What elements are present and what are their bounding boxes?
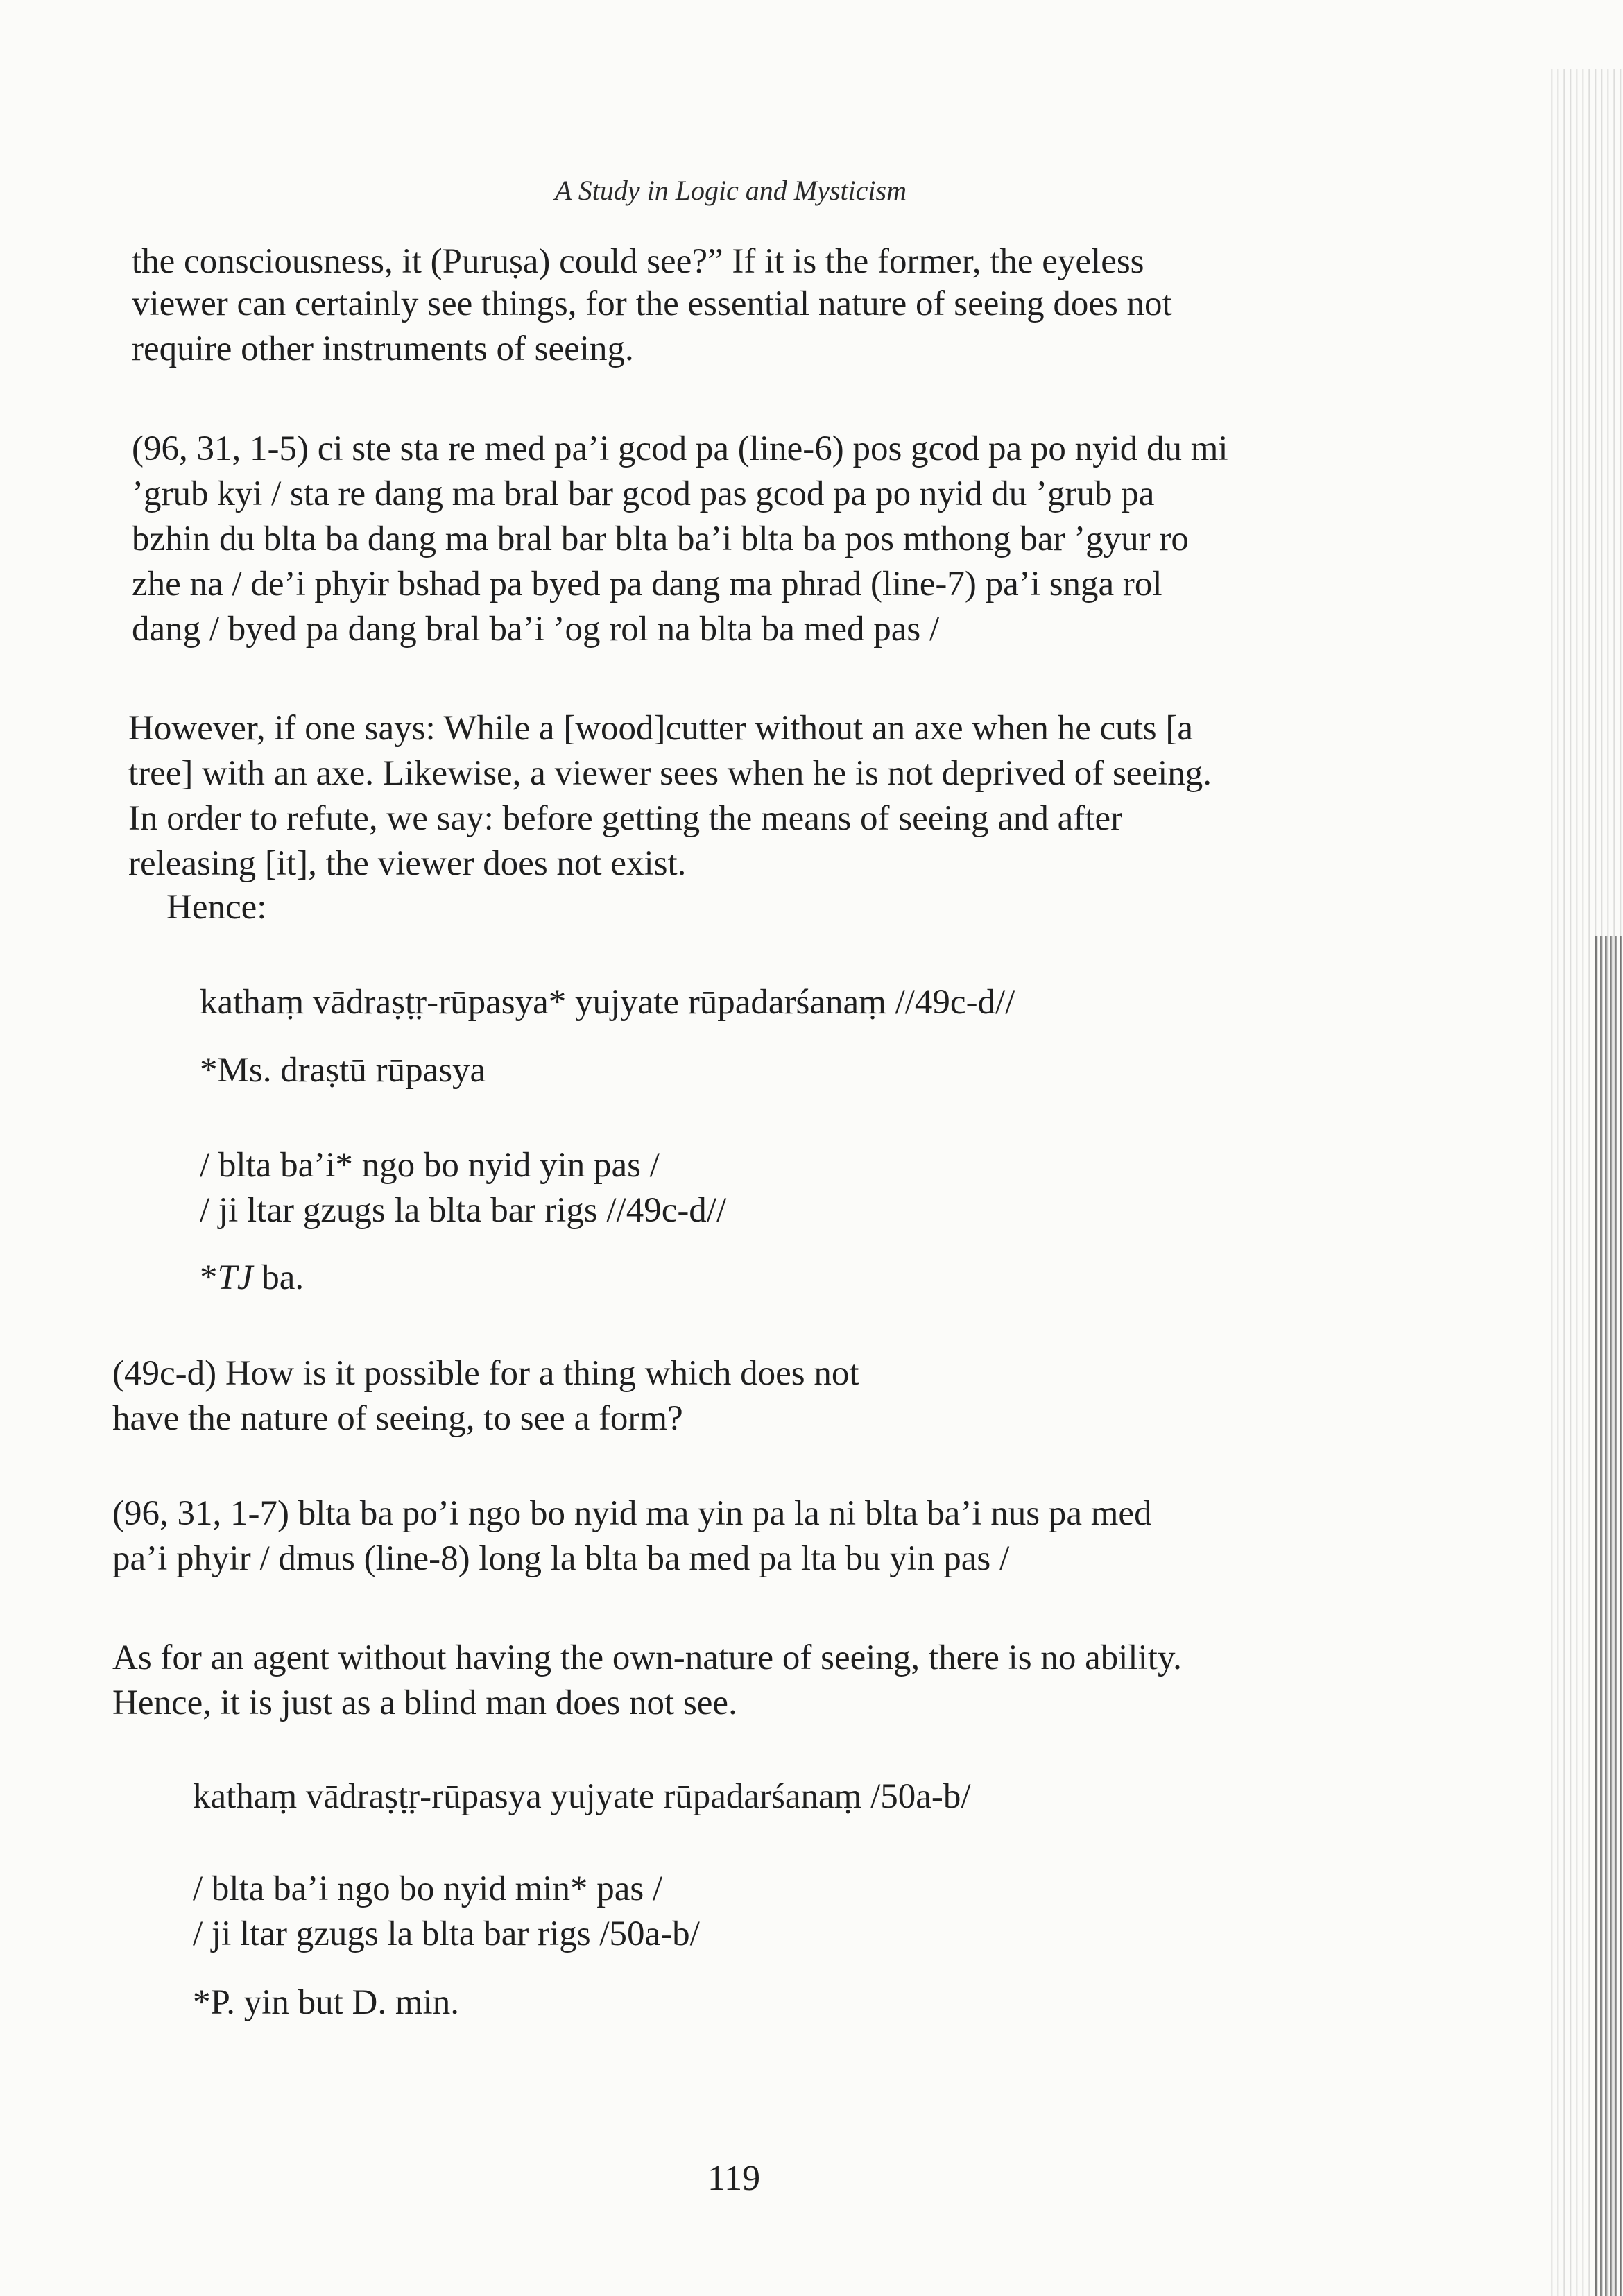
tibetan-line: dang / byed pa dang bral ba’i ’og rol na blta ba med pas / (132, 610, 940, 649)
text-line: Hence: (166, 888, 267, 927)
text-line: tree] with an axe. Likewise, a viewer sees when he is not deprived of seeing. (128, 754, 1212, 793)
footnote-text: ba. (252, 1258, 304, 1297)
footnote: *P. yin but D. min. (193, 1983, 459, 2022)
tibetan-line: (96, 31, 1-5) ci ste sta re med pa’i gcod pa (line-6) pos gcod pa po nyid du mi (132, 429, 1228, 468)
tibetan-verse-line: / blta ba’i ngo bo nyid min* pas / (193, 1869, 663, 1908)
text-line: However, if one says: While a [wood]cutter without an axe when he cuts [a (128, 709, 1194, 748)
footnote (200, 1260, 304, 1296)
text-line: have the nature of seeing, to see a form? (112, 1399, 683, 1438)
footnote: *Ms. draṣtū rūpasya (200, 1051, 486, 1090)
running-header: A Study in Logic and Mysticism (555, 175, 907, 206)
text-line: (49c-d) How is it possible for a thing which does not (112, 1354, 859, 1393)
tibetan-line: zhe na / de’i phyir bshad pa byed pa dang ma phrad (line-7) pa’i snga rol (132, 565, 1162, 603)
page-number: 119 (707, 2159, 761, 2198)
page-edge-binding (1595, 936, 1623, 2296)
text-line: viewer can certainly see things, for the essential nature of seeing does not (132, 284, 1172, 323)
tibetan-verse-line: / blta ba’i* ngo bo nyid yin pas / (200, 1146, 660, 1185)
tibetan-line: bzhin du blta ba dang ma bral bar blta ba’i blta ba pos mthong bar ’gyur ro (132, 520, 1189, 558)
sanskrit-verse: kathaṃ vādraṣṭṛ-rūpasya yujyate rūpadarśanaṃ /50a-b/ (193, 1777, 971, 1816)
text-line: As for an agent without having the own-nature of seeing, there is no ability. (112, 1638, 1182, 1677)
footnote-marker: * (200, 1258, 218, 1297)
text-line: Hence, it is just as a blind man does not see. (112, 1684, 737, 1722)
tibetan-line: (96, 31, 1-7) blta ba po’i ngo bo nyid ma yin pa la ni blta ba’i nus pa med (112, 1494, 1152, 1533)
tibetan-line: pa’i phyir / dmus (line-8) long la blta ba med pa lta bu yin pas / (112, 1539, 1010, 1578)
tibetan-verse-line: / ji ltar gzugs la blta bar rigs //49c-d// (200, 1191, 727, 1230)
text-line: In order to refute, we say: before getting the means of seeing and after (128, 799, 1123, 838)
footnote-abbreviation: TJ (217, 1258, 253, 1297)
sanskrit-verse: kathaṃ vādraṣṭṛ-rūpasya* yujyate rūpadarśanaṃ //49c-d// (200, 983, 1015, 1022)
tibetan-line: ’grub kyi / sta re dang ma bral bar gcod pas gcod pa po nyid du ’grub pa (132, 474, 1155, 513)
text-line: releasing [it], the viewer does not exist. (128, 844, 687, 883)
text-line: require other instruments of seeing. (132, 329, 634, 368)
tibetan-verse-line: / ji ltar gzugs la blta bar rigs /50a-b/ (193, 1914, 700, 1953)
text-line: the consciousness, it (Puruṣa) could see?” If it is the former, the eyeless (132, 242, 1144, 281)
